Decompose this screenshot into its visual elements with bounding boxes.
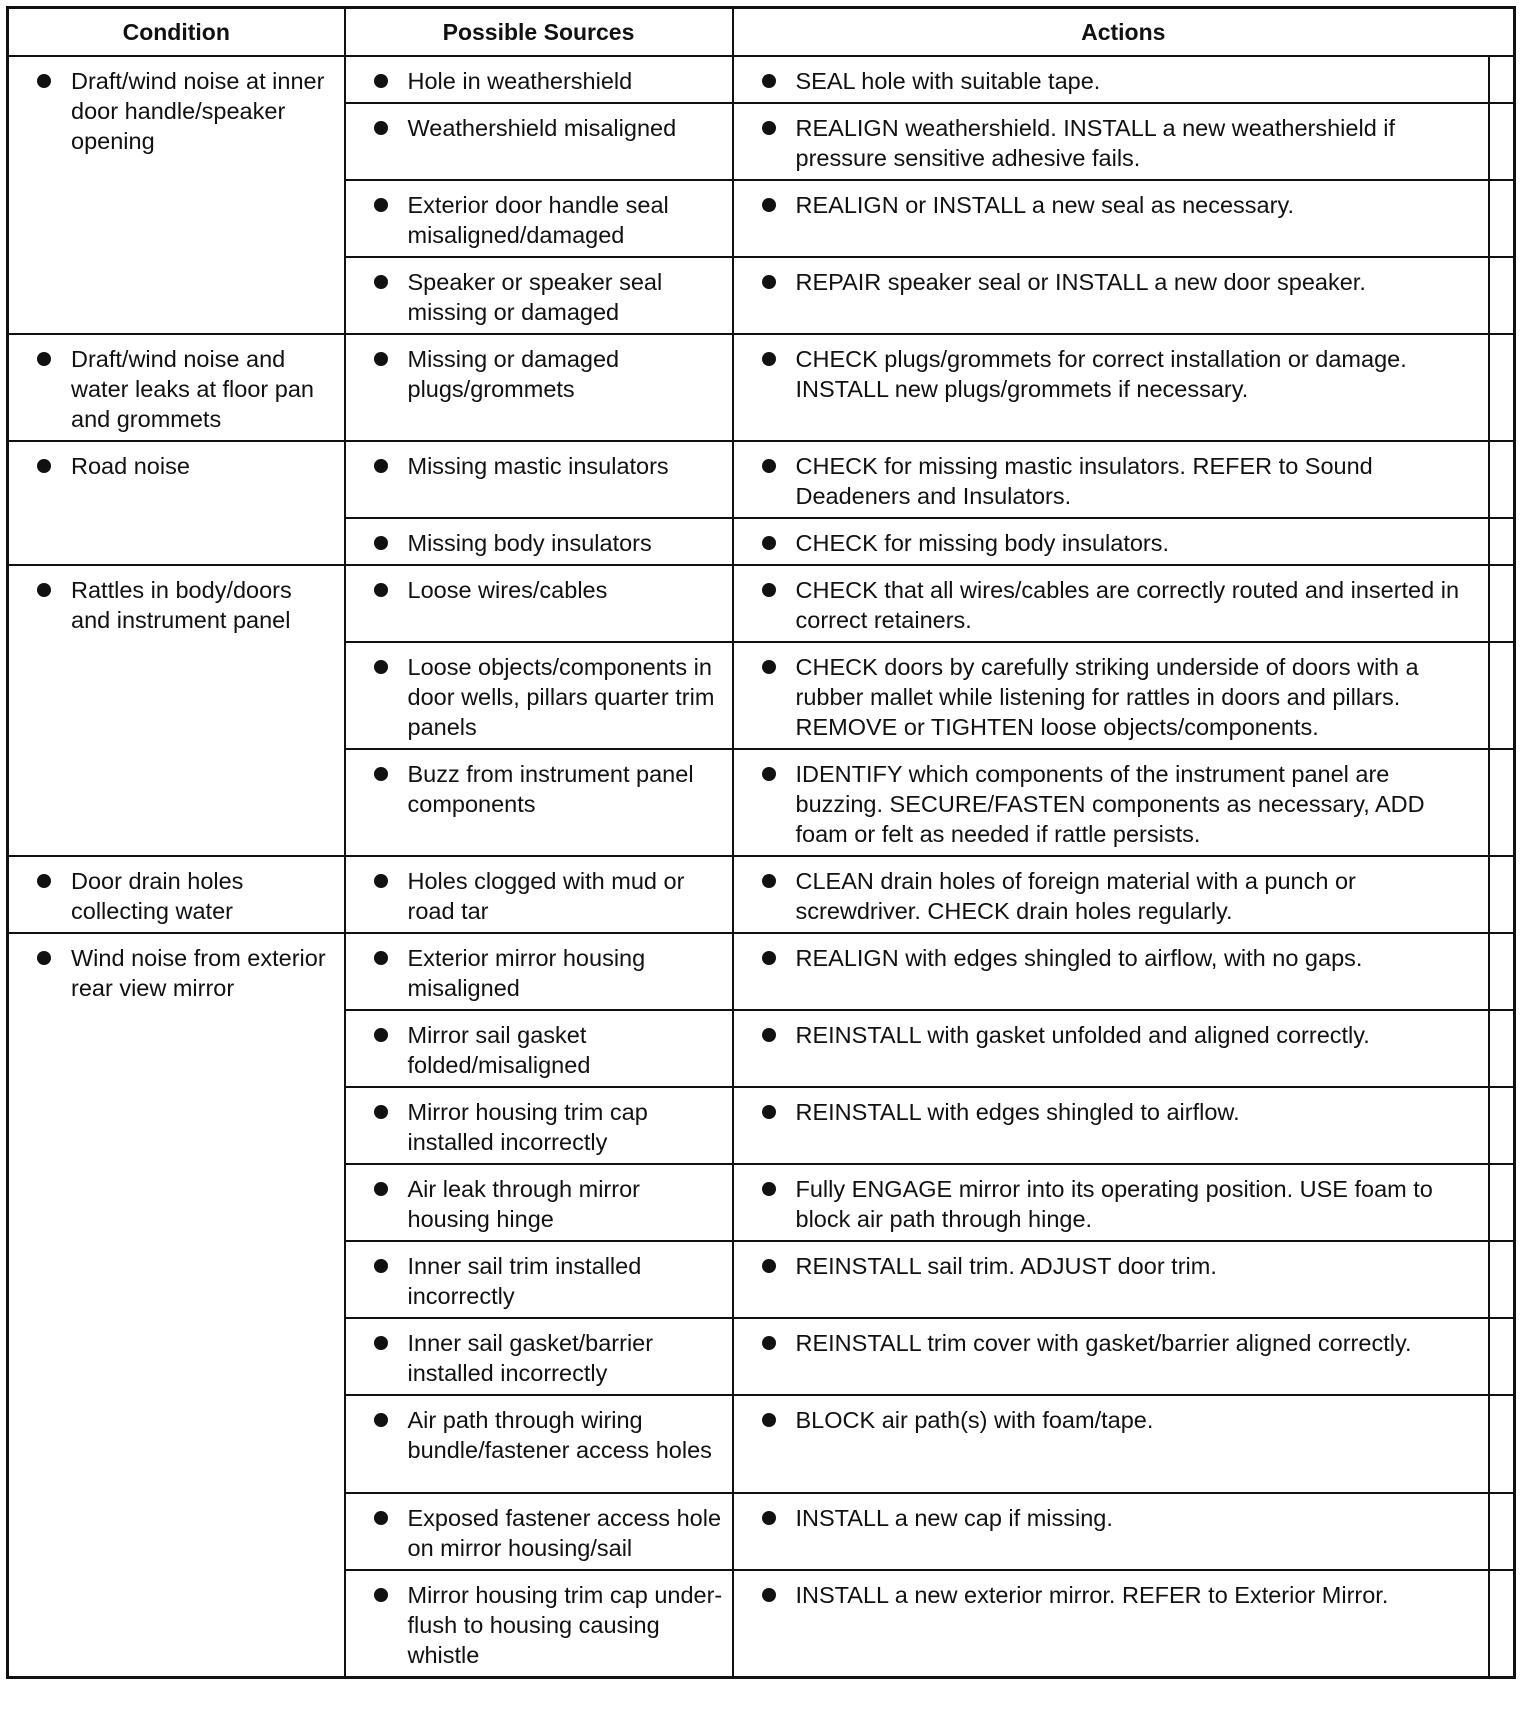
source-bullet-item [354, 66, 724, 96]
bullet-icon [374, 1105, 388, 1119]
table-row [8, 933, 1515, 1010]
bullet-icon [374, 951, 388, 965]
source-text: Mirror housing trim cap under-flush to housing causing whistle [407, 1582, 723, 1668]
source-text: Mirror sail gasket folded/misaligned [407, 1022, 591, 1078]
action-cell [733, 1318, 1489, 1395]
condition-text: Draft/wind noise and water leaks at floor pan and grommets [71, 346, 314, 432]
bullet-icon [374, 536, 388, 550]
blank-cell [1489, 518, 1515, 565]
bullet-icon [374, 660, 388, 674]
condition-cell [8, 856, 345, 933]
bullet-icon [762, 1413, 776, 1427]
bullet-icon [37, 459, 51, 473]
condition-bullet-item [17, 344, 336, 434]
action-cell [733, 1493, 1489, 1570]
blank-cell [1489, 1570, 1515, 1678]
source-bullet-item [354, 759, 724, 819]
action-bullet-item [742, 113, 1480, 173]
source-cell [345, 1493, 733, 1570]
action-text: REALIGN with edges shingled to airflow, with no gaps. [795, 945, 1363, 971]
source-cell [345, 103, 733, 180]
action-bullet-item [742, 575, 1480, 635]
bullet-icon [762, 198, 776, 212]
source-cell [345, 1318, 733, 1395]
source-bullet-item [354, 1251, 724, 1311]
blank-cell [1489, 1395, 1515, 1493]
condition-text: Rattles in body/doors and instrument panel [71, 577, 292, 633]
source-cell [345, 257, 733, 334]
bullet-icon [762, 583, 776, 597]
source-cell [345, 518, 733, 565]
condition-text: Draft/wind noise at inner door handle/speaker opening [71, 68, 325, 154]
bullet-icon [762, 1182, 776, 1196]
action-cell [733, 518, 1489, 565]
bullet-icon [762, 660, 776, 674]
source-cell [345, 1241, 733, 1318]
source-bullet-item [354, 1328, 724, 1388]
source-text: Inner sail gasket/barrier installed incorrectly [407, 1330, 654, 1386]
bullet-icon [762, 275, 776, 289]
condition-cell [8, 933, 345, 1678]
source-text: Buzz from instrument panel components [407, 761, 694, 817]
bullet-icon [374, 1259, 388, 1273]
source-cell [345, 642, 733, 749]
action-text: CHECK for missing body insulators. [795, 530, 1170, 556]
bullet-icon [37, 874, 51, 888]
table-row [8, 856, 1515, 933]
action-text: REALIGN or INSTALL a new seal as necessary. [795, 192, 1294, 218]
action-text: Fully ENGAGE mirror into its operating position. USE foam to block air path through hinge. [795, 1176, 1433, 1232]
bullet-icon [374, 1336, 388, 1350]
bullet-icon [37, 951, 51, 965]
source-text: Missing body insulators [407, 530, 652, 556]
source-cell [345, 1570, 733, 1678]
action-text: REINSTALL sail trim. ADJUST door trim. [795, 1253, 1217, 1279]
bullet-icon [374, 198, 388, 212]
action-text: REINSTALL trim cover with gasket/barrier aligned correctly. [795, 1330, 1412, 1356]
header-actions: Actions [733, 8, 1515, 57]
action-bullet-item [742, 652, 1480, 742]
action-bullet-item [742, 528, 1480, 558]
source-text: Mirror housing trim cap installed incorrectly [407, 1099, 648, 1155]
condition-bullet-item [17, 575, 336, 635]
source-bullet-item [354, 575, 724, 605]
blank-cell [1489, 1087, 1515, 1164]
bullet-icon [374, 767, 388, 781]
bullet-icon [374, 352, 388, 366]
condition-cell [8, 334, 345, 441]
source-cell [345, 1010, 733, 1087]
source-bullet-item [354, 1020, 724, 1080]
action-cell [733, 56, 1489, 103]
table-row [8, 334, 1515, 441]
bullet-icon [762, 121, 776, 135]
source-bullet-item [354, 1580, 724, 1670]
bullet-icon [762, 536, 776, 550]
action-bullet-item [742, 344, 1480, 404]
bullet-icon [374, 1182, 388, 1196]
source-cell [345, 56, 733, 103]
blank-cell [1489, 565, 1515, 642]
source-bullet-item [354, 190, 724, 250]
blank-cell [1489, 749, 1515, 856]
action-cell [733, 441, 1489, 518]
source-text: Loose objects/components in door wells, pillars quarter trim panels [407, 654, 715, 740]
header-sources: Possible Sources [345, 8, 733, 57]
bullet-icon [374, 1413, 388, 1427]
action-bullet-item [742, 759, 1480, 849]
action-cell [733, 1570, 1489, 1678]
source-cell [345, 856, 733, 933]
action-text: IDENTIFY which components of the instrument panel are buzzing. SECURE/FASTEN components as necessary, ADD foam or felt as needed if rattle persists. [795, 761, 1425, 847]
action-bullet-item [742, 1020, 1480, 1050]
action-cell [733, 1164, 1489, 1241]
action-bullet-item [742, 1097, 1480, 1127]
source-cell [345, 1087, 733, 1164]
source-bullet-item [354, 451, 724, 481]
bullet-icon [37, 352, 51, 366]
source-bullet-item [354, 113, 724, 143]
source-text: Hole in weathershield [407, 68, 633, 94]
action-cell [733, 1010, 1489, 1087]
action-bullet-item [742, 1174, 1480, 1234]
source-text: Inner sail trim installed incorrectly [407, 1253, 642, 1309]
table-row [8, 441, 1515, 518]
source-cell [345, 1395, 733, 1493]
blank-cell [1489, 103, 1515, 180]
source-text: Missing or damaged plugs/grommets [407, 346, 620, 402]
header-row [8, 8, 1515, 57]
blank-cell [1489, 1241, 1515, 1318]
source-text: Loose wires/cables [407, 577, 608, 603]
blank-cell [1489, 257, 1515, 334]
action-cell [733, 103, 1489, 180]
action-bullet-item [742, 866, 1480, 926]
action-text: REINSTALL with gasket unfolded and aligned correctly. [795, 1022, 1370, 1048]
blank-cell [1489, 334, 1515, 441]
source-cell [345, 1164, 733, 1241]
action-text: BLOCK air path(s) with foam/tape. [795, 1407, 1154, 1433]
bullet-icon [762, 874, 776, 888]
source-bullet-item [354, 943, 724, 1003]
condition-bullet-item [17, 866, 336, 926]
blank-cell [1489, 180, 1515, 257]
source-text: Exposed fastener access hole on mirror housing/sail [407, 1505, 722, 1561]
action-text: SEAL hole with suitable tape. [795, 68, 1101, 94]
source-text: Missing mastic insulators [407, 453, 669, 479]
bullet-icon [762, 459, 776, 473]
bullet-icon [37, 583, 51, 597]
source-bullet-item [354, 1097, 724, 1157]
action-bullet-item [742, 1503, 1480, 1533]
source-text: Weathershield misaligned [407, 115, 677, 141]
action-text: REINSTALL with edges shingled to airflow. [795, 1099, 1240, 1125]
action-cell [733, 933, 1489, 1010]
source-cell [345, 565, 733, 642]
action-text: CLEAN drain holes of foreign material with a punch or screwdriver. CHECK drain holes regularly. [795, 868, 1356, 924]
condition-bullet-item [17, 451, 336, 481]
action-text: CHECK doors by carefully striking underside of doors with a rubber mallet while listening for rattles in doors and pillars. REMOVE or TIGHTEN loose objects/components. [795, 654, 1419, 740]
bullet-icon [762, 1511, 776, 1525]
source-bullet-item [354, 344, 724, 404]
source-text: Exterior mirror housing misaligned [407, 945, 646, 1001]
source-text: Air path through wiring bundle/fastener access holes [407, 1407, 712, 1463]
action-cell [733, 180, 1489, 257]
action-text: REPAIR speaker seal or INSTALL a new door speaker. [795, 269, 1366, 295]
action-text: CHECK plugs/grommets for correct installation or damage. INSTALL new plugs/grommets if necessary. [795, 346, 1407, 402]
action-bullet-item [742, 943, 1480, 973]
source-cell [345, 933, 733, 1010]
action-cell [733, 856, 1489, 933]
blank-cell [1489, 441, 1515, 518]
source-text: Speaker or speaker seal missing or damaged [407, 269, 663, 325]
action-text: CHECK for missing mastic insulators. REFER to Sound Deadeners and Insulators. [795, 453, 1373, 509]
action-cell [733, 1395, 1489, 1493]
condition-cell [8, 56, 345, 334]
bullet-icon [762, 1259, 776, 1273]
bullet-icon [374, 275, 388, 289]
action-text: INSTALL a new cap if missing. [795, 1505, 1113, 1531]
action-bullet-item [742, 66, 1480, 96]
action-cell [733, 749, 1489, 856]
table-body [8, 56, 1515, 1678]
bullet-icon [374, 1028, 388, 1042]
condition-cell [8, 565, 345, 856]
source-cell [345, 180, 733, 257]
bullet-icon [374, 459, 388, 473]
bullet-icon [762, 1105, 776, 1119]
action-bullet-item [742, 1328, 1480, 1358]
condition-cell [8, 441, 345, 565]
bullet-icon [762, 1028, 776, 1042]
bullet-icon [37, 74, 51, 88]
bullet-icon [762, 352, 776, 366]
action-text: INSTALL a new exterior mirror. REFER to Exterior Mirror. [795, 1582, 1389, 1608]
blank-cell [1489, 642, 1515, 749]
condition-text: Road noise [71, 453, 190, 479]
action-text: REALIGN weathershield. INSTALL a new weathershield if pressure sensitive adhesive fails. [795, 115, 1396, 171]
source-bullet-item [354, 652, 724, 742]
blank-cell [1489, 1493, 1515, 1570]
table-row [8, 565, 1515, 642]
action-bullet-item [742, 1251, 1480, 1281]
source-bullet-item [354, 1405, 724, 1465]
action-text: CHECK that all wires/cables are correctly routed and inserted in correct retainers. [795, 577, 1460, 633]
blank-cell [1489, 856, 1515, 933]
blank-cell [1489, 56, 1515, 103]
action-bullet-item [742, 190, 1480, 220]
source-bullet-item [354, 1174, 724, 1234]
source-text: Exterior door handle seal misaligned/damaged [407, 192, 669, 248]
bullet-icon [762, 74, 776, 88]
action-cell [733, 565, 1489, 642]
action-cell [733, 257, 1489, 334]
action-bullet-item [742, 1405, 1480, 1435]
bullet-icon [374, 874, 388, 888]
source-bullet-item [354, 528, 724, 558]
source-text: Air leak through mirror housing hinge [407, 1176, 640, 1232]
bullet-icon [762, 951, 776, 965]
source-text: Holes clogged with mud or road tar [407, 868, 685, 924]
bullet-icon [762, 767, 776, 781]
source-bullet-item [354, 866, 724, 926]
action-cell [733, 642, 1489, 749]
bullet-icon [374, 583, 388, 597]
header-condition: Condition [8, 8, 345, 57]
action-cell [733, 1087, 1489, 1164]
source-cell [345, 749, 733, 856]
bullet-icon [374, 1511, 388, 1525]
source-bullet-item [354, 267, 724, 327]
blank-cell [1489, 1318, 1515, 1395]
bullet-icon [762, 1336, 776, 1350]
source-bullet-item [354, 1503, 724, 1563]
bullet-icon [374, 74, 388, 88]
source-cell [345, 441, 733, 518]
bullet-icon [374, 1588, 388, 1602]
table-row [8, 56, 1515, 103]
source-cell [345, 334, 733, 441]
action-cell [733, 1241, 1489, 1318]
bullet-icon [762, 1588, 776, 1602]
action-bullet-item [742, 267, 1480, 297]
bullet-icon [374, 121, 388, 135]
action-bullet-item [742, 451, 1480, 511]
blank-cell [1489, 933, 1515, 1010]
condition-text: Wind noise from exterior rear view mirror [71, 945, 326, 1001]
action-cell [733, 334, 1489, 441]
condition-bullet-item [17, 943, 336, 1003]
blank-cell [1489, 1010, 1515, 1087]
condition-text: Door drain holes collecting water [71, 868, 244, 924]
blank-cell [1489, 1164, 1515, 1241]
condition-bullet-item [17, 66, 336, 156]
action-bullet-item [742, 1580, 1480, 1610]
diagnosis-table [6, 6, 1516, 1679]
